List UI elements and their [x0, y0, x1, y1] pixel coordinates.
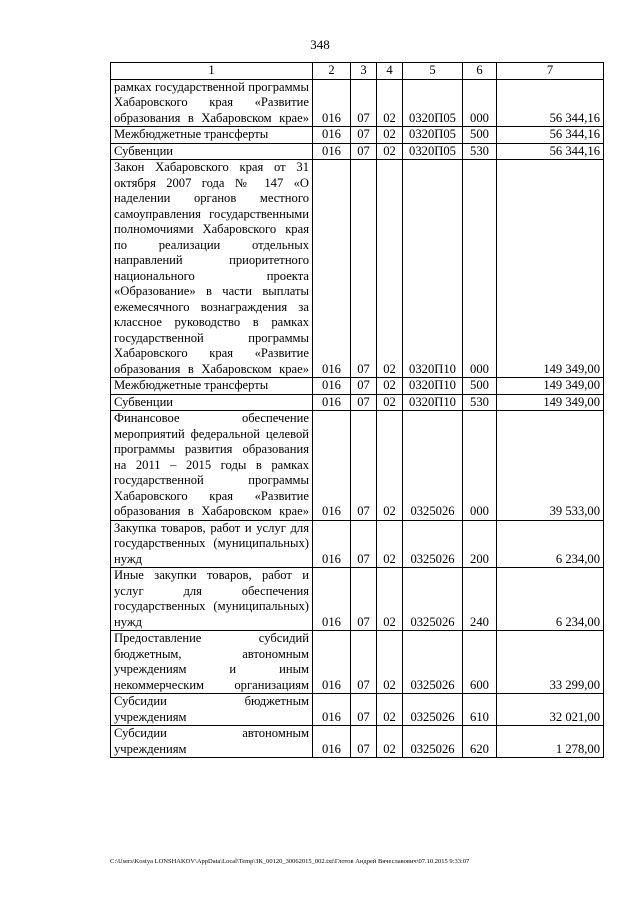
cell-amount: 6 234,00 [497, 520, 604, 568]
cell-section: 07 [351, 411, 377, 521]
cell-expense-type: 610 [463, 694, 497, 726]
cell-subsection: 02 [377, 378, 403, 395]
cell-subsection: 02 [377, 631, 403, 694]
cell-section: 07 [351, 378, 377, 395]
table-row [111, 694, 604, 726]
cell-expense-type: 620 [463, 726, 497, 758]
cell-expense-type: 530 [463, 394, 497, 411]
cell-amount: 39 533,00 [497, 411, 604, 521]
cell-amount: 33 299,00 [497, 631, 604, 694]
cell-section: 07 [351, 726, 377, 758]
cell-amount: 56 344,16 [497, 127, 604, 144]
cell-amount: 6 234,00 [497, 568, 604, 631]
table-row [111, 127, 604, 144]
cell-ministry-code: 016 [313, 160, 351, 378]
row-name: Финансовое обеспечение мероприятий федеральной целевой программы развития образования на 2011 – 2015 годы в рамках государственной программы Хабаровского края «Развитие образования в Хабаровском крае» [111, 411, 313, 521]
column-header: 1 [111, 63, 313, 80]
cell-subsection: 02 [377, 726, 403, 758]
row-name: Предоставление субсидий бюджетным, автономным учреждениям и иным некоммерческим организациям [111, 631, 313, 694]
cell-amount: 149 349,00 [497, 378, 604, 395]
table-row [111, 160, 604, 378]
cell-expense-type: 600 [463, 631, 497, 694]
cell-target-article: 0320П05 [403, 127, 463, 144]
cell-amount: 1 278,00 [497, 726, 604, 758]
table-row [111, 520, 604, 568]
cell-expense-type: 500 [463, 127, 497, 144]
cell-subsection: 02 [377, 79, 403, 127]
cell-subsection: 02 [377, 143, 403, 160]
table-row [111, 79, 604, 127]
row-name: Закон Хабаровского края от 31 октября 2007 года № 147 «О наделении органов местного самоуправления государственными полномочиями Хабаровского края по реализации отдельных направлений приоритетного национального проекта «Образование» в части выплаты ежемесячного вознаграждения за классное руководство в рамках государственной программы Хабаровского края «Развитие образования в Хабаровском крае» [111, 160, 313, 378]
table-row [111, 411, 604, 521]
page-number: 348 [310, 37, 330, 52]
cell-target-article: 0320П10 [403, 394, 463, 411]
cell-ministry-code: 016 [313, 79, 351, 127]
row-name: Субсидии автономным учреждениям [111, 726, 313, 758]
cell-amount: 56 344,16 [497, 143, 604, 160]
cell-ministry-code: 016 [313, 127, 351, 144]
cell-target-article: 0325026 [403, 568, 463, 631]
row-name: Субвенции [111, 394, 313, 411]
column-header: 7 [497, 63, 604, 80]
column-header: 5 [403, 63, 463, 80]
cell-expense-type: 530 [463, 143, 497, 160]
cell-subsection: 02 [377, 160, 403, 378]
cell-amount: 149 349,00 [497, 394, 604, 411]
cell-target-article: 0325026 [403, 411, 463, 521]
row-name: Иные закупки товаров, работ и услуг для обеспечения государственных (муниципальных) нужд [111, 568, 313, 631]
table-row [111, 568, 604, 631]
column-header: 6 [463, 63, 497, 80]
cell-target-article: 0320П10 [403, 160, 463, 378]
cell-ministry-code: 016 [313, 694, 351, 726]
table-row [111, 394, 604, 411]
cell-ministry-code: 016 [313, 520, 351, 568]
cell-amount: 56 344,16 [497, 79, 604, 127]
row-name: Субвенции [111, 143, 313, 160]
cell-section: 07 [351, 79, 377, 127]
cell-expense-type: 000 [463, 411, 497, 521]
column-header: 4 [377, 63, 403, 80]
cell-section: 07 [351, 160, 377, 378]
cell-section: 07 [351, 694, 377, 726]
cell-target-article: 0325026 [403, 520, 463, 568]
table-row [111, 631, 604, 694]
cell-ministry-code: 016 [313, 394, 351, 411]
cell-amount: 32 021,00 [497, 694, 604, 726]
cell-expense-type: 500 [463, 378, 497, 395]
cell-amount: 149 349,00 [497, 160, 604, 378]
cell-target-article: 0320П05 [403, 79, 463, 127]
row-name: Субсидии бюджетным учреждениям [111, 694, 313, 726]
cell-section: 07 [351, 568, 377, 631]
cell-target-article: 0320П10 [403, 378, 463, 395]
cell-subsection: 02 [377, 411, 403, 521]
cell-subsection: 02 [377, 694, 403, 726]
cell-expense-type: 000 [463, 79, 497, 127]
cell-ministry-code: 016 [313, 726, 351, 758]
cell-section: 07 [351, 394, 377, 411]
cell-target-article: 0320П05 [403, 143, 463, 160]
cell-target-article: 0325026 [403, 726, 463, 758]
cell-subsection: 02 [377, 394, 403, 411]
cell-ministry-code: 016 [313, 568, 351, 631]
cell-ministry-code: 016 [313, 378, 351, 395]
file-path-footer: C:\Users\Kostya LONSHAKOV\AppData\Local\Temp\ЗК_00120_30062015_002.txt\Глотов Андрей Вячеславович\07.10.2015 9:33:07 [110, 858, 470, 865]
table-row [111, 143, 604, 160]
table-row [111, 726, 604, 758]
cell-subsection: 02 [377, 568, 403, 631]
row-name: Межбюджетные трансферты [111, 378, 313, 395]
cell-target-article: 0325026 [403, 694, 463, 726]
cell-expense-type: 240 [463, 568, 497, 631]
row-name: Закупка товаров, работ и услуг для государственных (муниципальных) нужд [111, 520, 313, 568]
row-name: Межбюджетные трансферты [111, 127, 313, 144]
cell-section: 07 [351, 143, 377, 160]
cell-ministry-code: 016 [313, 631, 351, 694]
cell-subsection: 02 [377, 520, 403, 568]
column-header: 3 [351, 63, 377, 80]
cell-ministry-code: 016 [313, 143, 351, 160]
cell-ministry-code: 016 [313, 411, 351, 521]
cell-expense-type: 200 [463, 520, 497, 568]
table-row [111, 378, 604, 395]
cell-section: 07 [351, 520, 377, 568]
column-header: 2 [313, 63, 351, 80]
header-row [111, 63, 604, 80]
row-name: рамках государственной программы Хабаровского края «Развитие образования в Хабаровском крае» [111, 79, 313, 127]
cell-subsection: 02 [377, 127, 403, 144]
cell-section: 07 [351, 127, 377, 144]
cell-section: 07 [351, 631, 377, 694]
cell-expense-type: 000 [463, 160, 497, 378]
budget-table [110, 62, 604, 758]
cell-target-article: 0325026 [403, 631, 463, 694]
